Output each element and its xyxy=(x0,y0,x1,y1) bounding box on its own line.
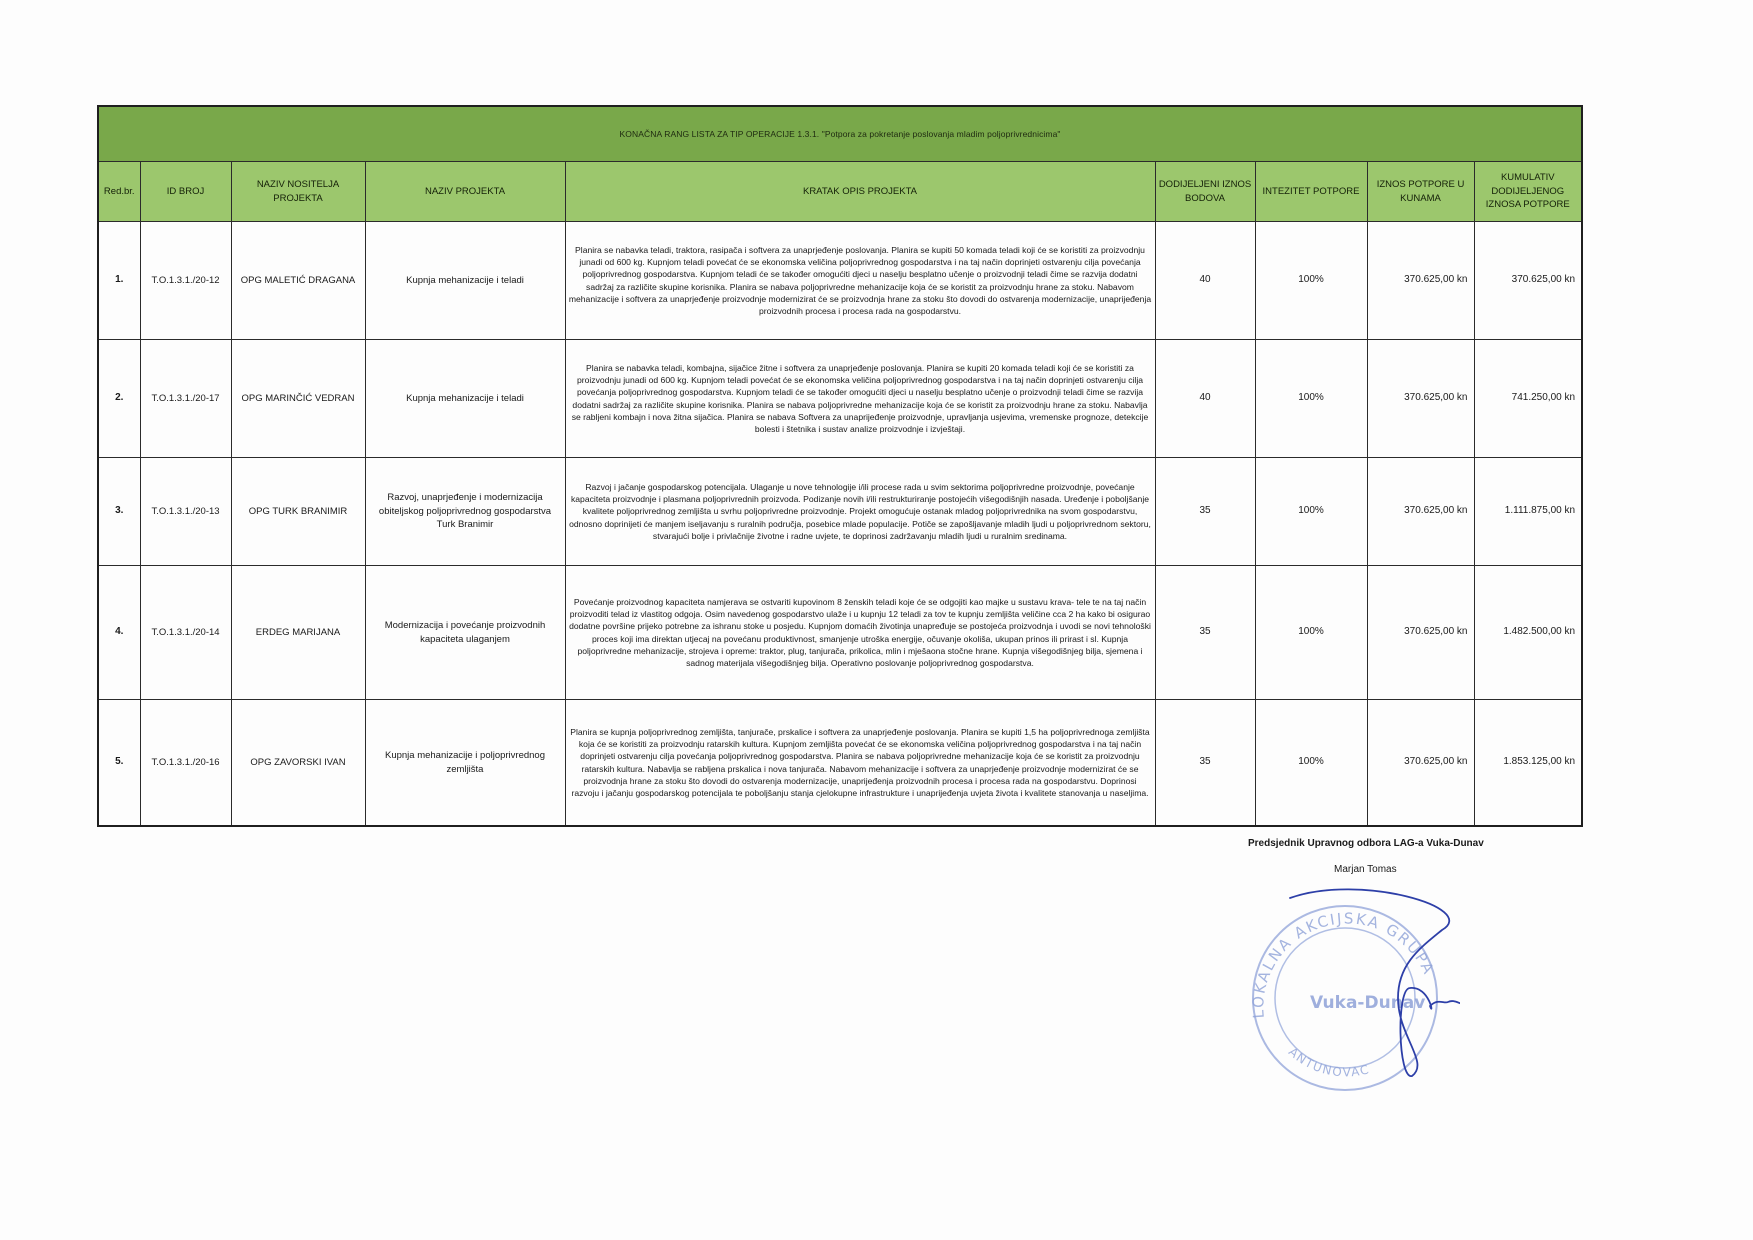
cell-iznos: 370.625,00 kn xyxy=(1367,700,1474,827)
cell-projekt: Modernizacija i povećanje proizvodnih kapaciteta ulaganjem xyxy=(365,566,565,700)
cell-projekt: Kupnja mehanizacije i teladi xyxy=(365,222,565,340)
lag-stamp xyxy=(1230,868,1460,1098)
cell-bodovi: 35 xyxy=(1155,700,1255,827)
table-row xyxy=(98,566,1582,700)
header-redbr: Red.br. xyxy=(98,162,140,222)
cell-bodovi: 40 xyxy=(1155,222,1255,340)
header-opis: KRATAK OPIS PROJEKTA xyxy=(565,162,1155,222)
header-id: ID BROJ xyxy=(140,162,231,222)
cell-projekt: Kupnja mehanizacije i poljoprivrednog zemljišta xyxy=(365,700,565,827)
stamp-bottom-text: ANTUNOVAC xyxy=(1285,1044,1372,1080)
cell-kumulativ: 370.625,00 kn xyxy=(1474,222,1582,340)
ranking-document xyxy=(97,105,1581,827)
table-row xyxy=(98,458,1582,566)
table-row xyxy=(98,700,1582,827)
cell-intenzitet: 100% xyxy=(1255,340,1367,458)
cell-intenzitet: 100% xyxy=(1255,458,1367,566)
cell-id: T.O.1.3.1./20-13 xyxy=(140,458,231,566)
cell-kumulativ: 1.853.125,00 kn xyxy=(1474,700,1582,827)
cell-opis: Povećanje proizvodnog kapaciteta namjerava se ostvariti kupovinom 8 ženskih teladi koje će se odgojiti kao majke u sustavu krava- tele te na taj način proizvoditi telad iz vlastitog odgoja. Osim navedenog gospodarstvo ulaže i u kupnju 12 teladi za tov te kupnju zemljišta veličine cca 2 ha kako bi osigurao dodatne površine prijeko potrebne za ishranu stoke u posjedu. Kupnjom domaćih životinja unapređuje se postojeća proizvodnja i uvodi se novi tehnološki proces koji ima direktan utjecaj na povećanu produktivnost, smanjenje utroška energije, očuvanje okoliša, ukupan prinos ili prirast i sl. Kupnja poljoprivredne mehanizacije, strojeva i opreme: traktor, plug, tanjurača, prikolica, mlin i mješaona stočne hrane. Kupnja višegodišnjeg bilja, sjemena i sadnog materijala višegodišnjeg bilja. Operativno poslovanje poljoprivrednog gospodarstva. xyxy=(565,566,1155,700)
cell-bodovi: 35 xyxy=(1155,458,1255,566)
cell-opis: Razvoj i jačanje gospodarskog potencijala. Ulaganje u nove tehnologije i/ili procese rada u svim sektorima poljoprivredne proizvodnje, povećanje kapaciteta proizvodnje i plasmana poljoprivrednih proizvoda. Podizanje novih i/ili restrukturiranje postojećih višegodišnjih nasada. Uređenje i poboljšanje kvalitete poljoprivrednog zemljišta u svrhu poljoprivredne proizvodnje. Projekt omogućuje ostanak mladog poljoprivrednika na svom gospodarstvu, odnosno doprinijeti će manjem iseljavanju s ruralnih područja, posebice mlade populacije. Potiče se zapošljavanje mladih ljudi u poljoprivrednom sektoru, stvarajući bolje i privlačnije životne i radne uvjete, te doprinosi zadržavanju mladih ljudi u ruralnim sredinama. xyxy=(565,458,1155,566)
cell-id: T.O.1.3.1./20-12 xyxy=(140,222,231,340)
header-iznos: IZNOS POTPORE U KUNAMA xyxy=(1367,162,1474,222)
cell-id: T.O.1.3.1./20-16 xyxy=(140,700,231,827)
header-kumulativ: KUMULATIV DODIJELJENOG IZNOSA POTPORE xyxy=(1474,162,1582,222)
cell-bodovi: 40 xyxy=(1155,340,1255,458)
stamp-ring-text: LOKALNA AKCIJSKA GRUPA xyxy=(1249,909,1439,1020)
cell-redbr: 5. xyxy=(98,700,140,827)
cell-bodovi: 35 xyxy=(1155,566,1255,700)
cell-nositelj: OPG MARINČIĆ VEDRAN xyxy=(231,340,365,458)
ranking-table xyxy=(97,105,1583,827)
table-title: KONAČNA RANG LISTA ZA TIP OPERACIJE 1.3.1. "Potpora za pokretanje poslovanja mladim poljoprivrednicima" xyxy=(98,106,1582,162)
cell-nositelj: OPG TURK BRANIMIR xyxy=(231,458,365,566)
cell-opis: Planira se nabavka teladi, kombajna, sijačice žitne i softvera za unaprjeđenje poslovanja. Planira se kupiti 20 komada teladi koji će se koristiti za proizvodnju junadi od 600 kg. Kupnjom teladi povećat će se ekonomska veličina poljoprivrednog gospodarstva i na taj način doprinjeti ostvarenju cilja povećanja poljoprivrednog gospodarstva. Kupnjom teladi će se također omogućiti djeci u naselju besplatno učenje o proizvodnji teladi čime se razvija dodatni sadržaj za različite skupine korisnika. Planira se nabava poljoprivredne mehanizacije koja će se koristit za proizvodnju hrane za stoku. Nabavlja se rabljeni kombajn i nova žitna sijačica. Planira se nabava Softvera za unaprijeđenje proizvodnje, upravljanja usjevima, vremenske prognoze, detekcije bolesti i štetnika i sustav analize proizvodnje i izvještaji. xyxy=(565,340,1155,458)
cell-kumulativ: 1.482.500,00 kn xyxy=(1474,566,1582,700)
table-row xyxy=(98,222,1582,340)
cell-nositelj: ERDEG MARIJANA xyxy=(231,566,365,700)
cell-opis: Planira se kupnja poljoprivrednog zemljišta, tanjurače, prskalice i softvera za unaprjeđenje poslovanja. Planira se kupiti 1,5 ha poljoprivrednoga zemljišta koja će se koristiti za proizvodnju ratarskih kultura. Kupnjom zemljišta povećat će se ekonomska veličina poljoprivrednog gospodarstva i na taj način doprinjeti ostvarenju cilja povećanja poljoprivrednog gospodarstva. Planira se nabava poljoprivredne mehanizacije koja će se koristit za proizvodnju ratarskih kultura. Nabavlja se rabljena prskalica i nova tanjurača. Nabavom mehanizacije i softvera za unaprjeđenje proizvodnje modernizirat će se proizvodnja hrane za stoku što dovodi do ostvarenja modernizacije, unaprijeđenja proizvodnih procesa i procesa rada na gospodarstvu. Doprinosi razvoju i jačanju gospodarskog potencijala te poboljšanju stanja cjelokupne infrastrukture i unaprijeđenja uvjeta života i kvalitete stanovanja u naseljima. xyxy=(565,700,1155,827)
cell-iznos: 370.625,00 kn xyxy=(1367,340,1474,458)
table-row xyxy=(98,340,1582,458)
cell-nositelj: OPG MALETIĆ DRAGANA xyxy=(231,222,365,340)
table-title-row xyxy=(98,106,1582,162)
svg-text:ANTUNOVAC xyxy=(1286,1045,1371,1080)
cell-intenzitet: 100% xyxy=(1255,222,1367,340)
stamp-center-text: Vuka-Dunav xyxy=(1310,993,1426,1013)
cell-nositelj: OPG ZAVORSKI IVAN xyxy=(231,700,365,827)
table-header-row xyxy=(98,162,1582,222)
cell-redbr: 3. xyxy=(98,458,140,566)
cell-intenzitet: 100% xyxy=(1255,566,1367,700)
cell-iznos: 370.625,00 kn xyxy=(1367,458,1474,566)
header-nositelj: NAZIV NOSITELJA PROJEKTA xyxy=(231,162,365,222)
cell-id: T.O.1.3.1./20-14 xyxy=(140,566,231,700)
cell-opis: Planira se nabavka teladi, traktora, rasipača i softvera za unaprjeđenje poslovanja. Planira se kupiti 50 komada teladi koji će se koristiti za proizvodnju junadi od 600 kg. Kupnjom teladi povećat će se ekonomska veličina poljoprivrednog gospodarstva i na taj način doprinjeti ostvarenju cilja povećanja poljoprivrednog gospodarstva. Kupnjom teladi će se također omogućiti djeci u naselju besplatno učenje o proizvodnji teladi čime se razvija dodatni sadržaj za različite skupine korisnika. Planira se nabava poljoprivredne mehanizacije koja će se koristit za proizvodnju hrane za stoku. Nabavom mehanizacije i softvera za unaprjeđenje proizvodnje modernizirat će se proizvodnja hrane za stoku što dovodi do ostvarenja modernizacije, unaprijeđenja proizvodnih procesa i procesa rada na gospodarstvu. xyxy=(565,222,1155,340)
cell-redbr: 4. xyxy=(98,566,140,700)
cell-projekt: Razvoj, unaprjeđenje i modernizacija obiteljskog poljoprivrednog gospodarstva Turk Branimir xyxy=(365,458,565,566)
cell-iznos: 370.625,00 kn xyxy=(1367,566,1474,700)
cell-intenzitet: 100% xyxy=(1255,700,1367,827)
cell-id: T.O.1.3.1./20-17 xyxy=(140,340,231,458)
header-bodovi: DODIJELJENI IZNOS BODOVA xyxy=(1155,162,1255,222)
signature-block xyxy=(1200,838,1580,1098)
cell-redbr: 2. xyxy=(98,340,140,458)
cell-kumulativ: 741.250,00 kn xyxy=(1474,340,1582,458)
cell-projekt: Kupnja mehanizacije i teladi xyxy=(365,340,565,458)
header-projekt: NAZIV PROJEKTA xyxy=(365,162,565,222)
cell-iznos: 370.625,00 kn xyxy=(1367,222,1474,340)
cell-kumulativ: 1.111.875,00 kn xyxy=(1474,458,1582,566)
cell-redbr: 1. xyxy=(98,222,140,340)
header-intenzitet: INTEZITET POTPORE xyxy=(1255,162,1367,222)
signatory-name: Marjan Tomas xyxy=(1334,864,1397,875)
signatory-role: Predsjednik Upravnog odbora LAG-a Vuka-Dunav xyxy=(1248,838,1484,849)
